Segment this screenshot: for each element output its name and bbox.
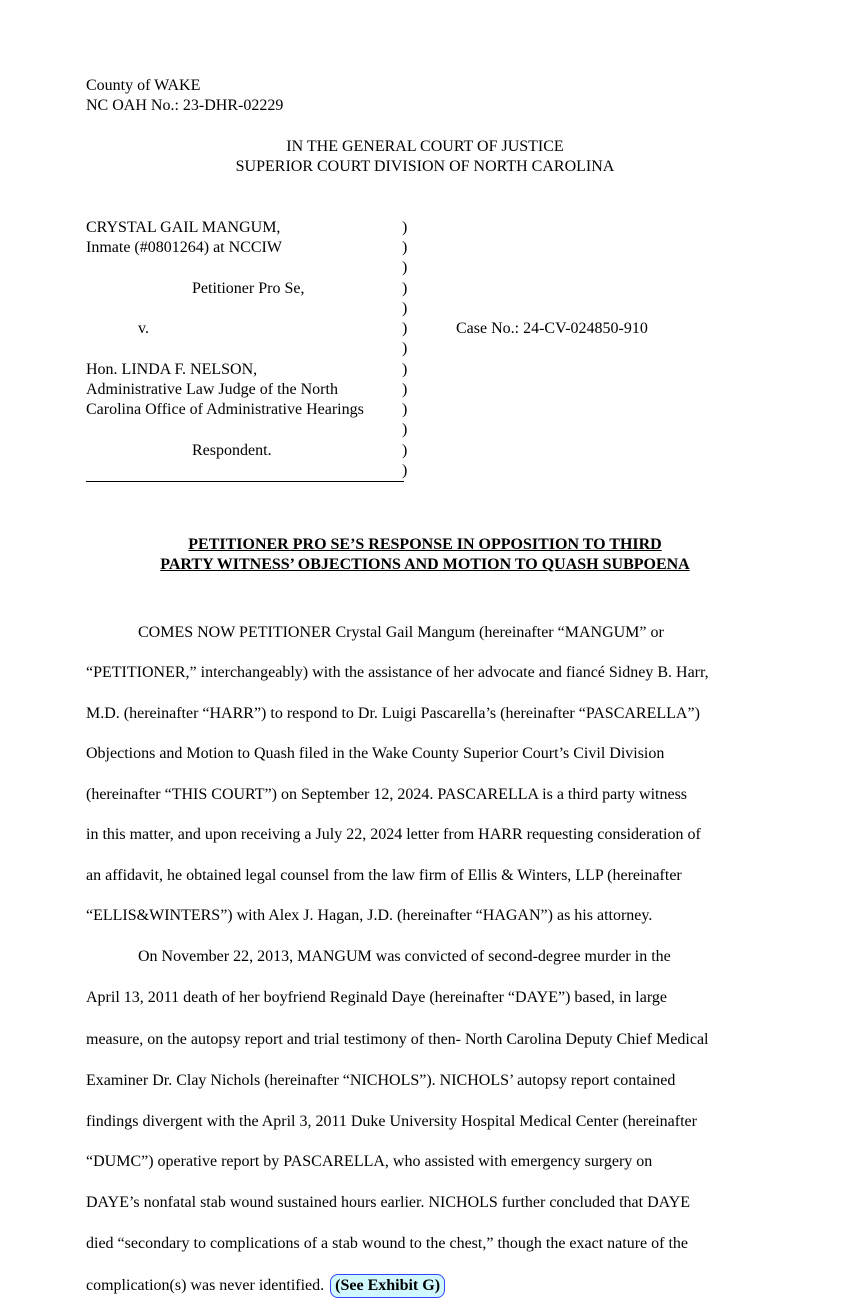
body-line: an affidavit, he obtained legal counsel from the law firm of Ellis & Winters, LLP (hereinafter — [86, 867, 682, 884]
caption-paren: ) — [402, 462, 408, 479]
caption-paren: ) — [402, 280, 408, 297]
body-line: (hereinafter “THIS COURT”) on September 12, 2024. PASCARELLA is a third party witness — [86, 786, 688, 803]
body-line: Examiner Dr. Clay Nichols (hereinafter “NICHOLS”). NICHOLS’ autopsy report contained — [86, 1072, 676, 1089]
body-line: “DUMC”) operative report by PASCARELLA, who assisted with emergency surgery on — [86, 1153, 653, 1170]
versus: v. — [138, 320, 149, 337]
body-line: COMES NOW PETITIONER Crystal Gail Mangum (hereinafter “MANGUM” or — [138, 624, 664, 641]
respondent-role: Respondent. — [192, 442, 272, 459]
court-heading-line-2: SUPERIOR COURT DIVISION OF NORTH CAROLINA — [235, 158, 615, 175]
caption-paren: ) — [402, 340, 408, 357]
caption-paren: ) — [402, 259, 408, 276]
document-title-line-1: PETITIONER PRO SE’S RESPONSE IN OPPOSITION TO THIRD — [188, 536, 662, 553]
respondent-name: Hon. LINDA F. NELSON, — [86, 361, 258, 378]
respondent-detail-1: Administrative Law Judge of the North — [86, 381, 338, 398]
body-line: On November 22, 2013, MANGUM was convicted of second-degree murder in the — [138, 948, 671, 965]
caption-paren: ) — [402, 401, 408, 418]
caption-paren: ) — [402, 300, 408, 317]
case-number: Case No.: 24-CV-024850-910 — [456, 320, 648, 337]
petitioner-name: CRYSTAL GAIL MANGUM, — [86, 219, 281, 236]
caption-paren: ) — [402, 381, 408, 398]
body-line: April 13, 2011 death of her boyfriend Reginald Daye (hereinafter “DAYE”) based, in large — [86, 989, 667, 1006]
body-line: in this matter, and upon receiving a July 22, 2024 letter from HARR requesting consideration of — [86, 826, 701, 843]
caption-paren: ) — [402, 239, 408, 256]
county-line: County of WAKE — [86, 77, 201, 94]
oah-number: NC OAH No.: 23-DHR-02229 — [86, 97, 284, 114]
court-heading-line-1: IN THE GENERAL COURT OF JUSTICE — [286, 138, 564, 155]
body-line: Objections and Motion to Quash filed in the Wake County Superior Court’s Civil Division — [86, 745, 665, 762]
caption-rule — [86, 481, 404, 482]
caption-paren: ) — [402, 219, 408, 236]
respondent-detail-2: Carolina Office of Administrative Hearings — [86, 401, 364, 418]
caption-paren: ) — [402, 361, 408, 378]
body-line: findings divergent with the April 3, 2011 Duke University Hospital Medical Center (hereinafter — [86, 1113, 697, 1130]
body-line: DAYE’s nonfatal stab wound sustained hours earlier. NICHOLS further concluded that DAYE — [86, 1194, 691, 1211]
petitioner-detail: Inmate (#0801264) at NCCIW — [86, 239, 282, 256]
body-line: measure, on the autopsy report and trial testimony of then- North Carolina Deputy Chief Medical — [86, 1031, 709, 1048]
body-line: “PETITIONER,” interchangeably) with the assistance of her advocate and fiancé Sidney B. Harr, — [86, 664, 709, 681]
caption-paren: ) — [402, 320, 408, 337]
body-line-last — [86, 1274, 445, 1298]
body-line-text: complication(s) was never identified. — [86, 1277, 325, 1294]
body-line: M.D. (hereinafter “HARR”) to respond to Dr. Luigi Pascarella’s (hereinafter “PASCARELLA”) — [86, 705, 700, 722]
body-line: died “secondary to complications of a stab wound to the chest,” though the exact nature of the — [86, 1235, 689, 1252]
caption-paren: ) — [402, 421, 408, 438]
document-title-line-2: PARTY WITNESS’ OBJECTIONS AND MOTION TO QUASH SUBPOENA — [160, 556, 690, 573]
exhibit-g-link[interactable]: (See Exhibit G) — [330, 1274, 445, 1298]
body-line: “ELLIS&WINTERS”) with Alex J. Hagan, J.D. (hereinafter “HAGAN”) as his attorney. — [86, 907, 653, 924]
petitioner-role: Petitioner Pro Se, — [192, 280, 305, 297]
caption-paren: ) — [402, 442, 408, 459]
